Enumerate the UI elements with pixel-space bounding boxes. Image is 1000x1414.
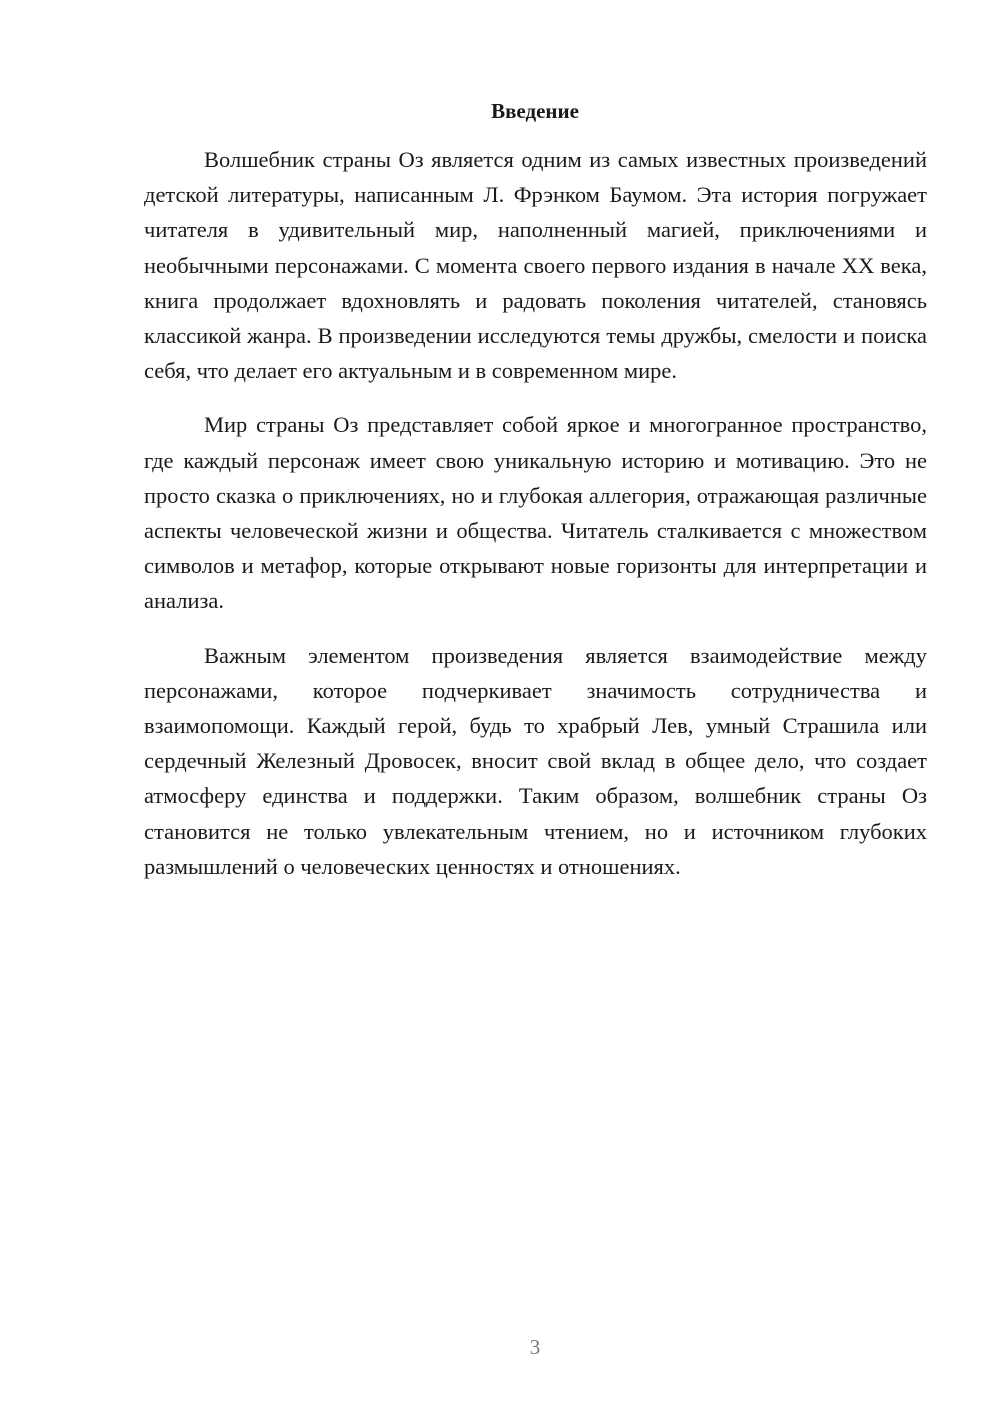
paragraph-2: Мир страны Оз представляет собой яркое и многогранное пространство, где каждый персонаж имеет свою уникальную историю и мотивацию. Это не просто сказка о приключениях, но и глубокая аллегория, отражающая различные аспекты человеческой жизни и общества. Читатель сталкивается с множеством символов и метафор, которые открывают новые горизонты для интерпретации и анализа. [144,412,927,614]
page-title: Введение [491,99,579,123]
page-number: 3 [529,1335,541,1359]
paragraph-3: Важным элементом произведения является взаимодействие между персонажами, которое подчеркивает значимость сотрудничества и взаимопомощи. Каждый герой, будь то храбрый Лев, умный Страшила или сердечный Железный Дровосек, вносит свой вклад в общее дело, что создает атмосферу единства и поддержки. Таким образом, волшебник страны Оз становится не только увлекательным чтением, но и источником глубоких размышлений о человеческих ценностях и отношениях. [144,642,927,879]
paragraph-1: Волшебник страны Оз является одним из самых известных произведений детской литературы, написанным Л. Фрэнком Баумом. Эта история погружает читателя в удивительный мир, наполненный магией, приключениями и необычными персонажами. С момента своего первого издания в начале XX века, книга продолжает вдохновлять и радовать поколения читателей, становясь классикой жанра. В произведении исследуются темы дружбы, смелости и поиска себя, что делает его актуальным и в современном мире. [144,147,927,384]
body-text [144,142,927,903]
